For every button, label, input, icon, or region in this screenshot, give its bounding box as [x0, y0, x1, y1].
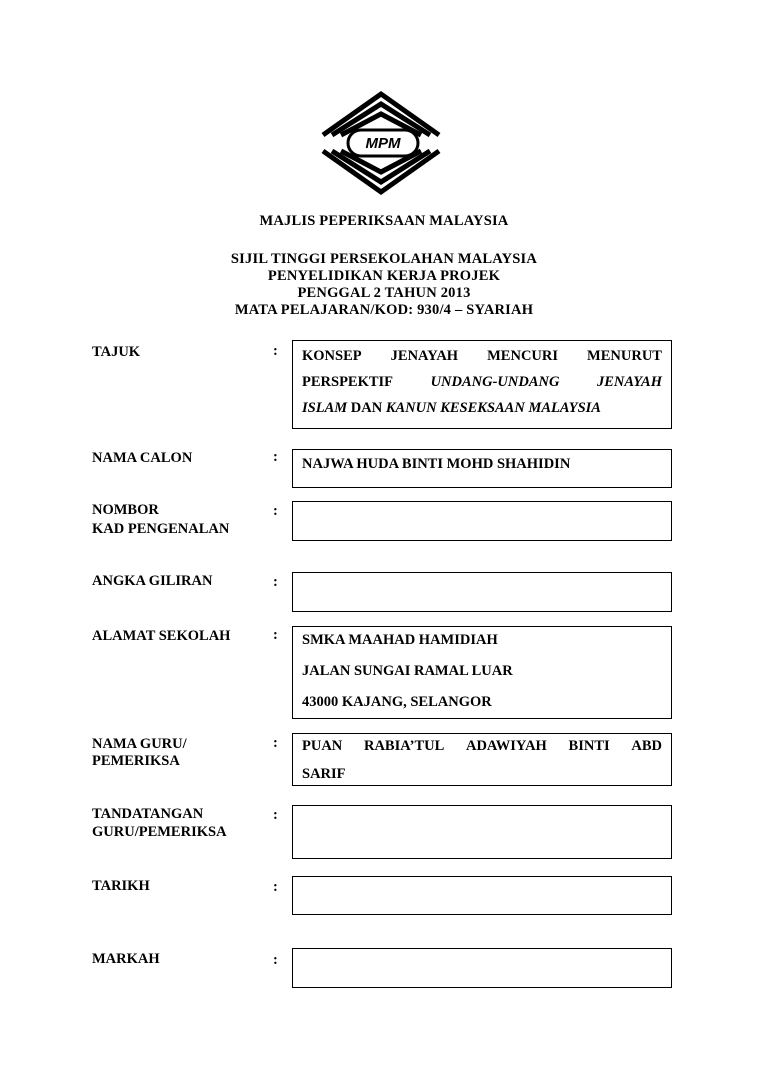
tajuk-line-3: ISLAM DAN KANUN KESEKSAAN MALAYSIA: [302, 400, 601, 416]
tandatangan-label-2: GURU/PEMERIKSA: [92, 824, 227, 840]
mpm-logo-icon: [318, 90, 444, 196]
guru-line-1: PUAN RABIA’TUL ADAWIYAH BINTI ABD: [302, 738, 662, 754]
cert-title: SIJIL TINGGI PERSEKOLAHAN MALAYSIA: [230, 251, 538, 267]
alamat-line-1: SMKA MAAHAD HAMIDIAH: [302, 632, 498, 648]
alamat-label: ALAMAT SEKOLAH: [92, 628, 231, 644]
angka-giliran-label: ANGKA GILIRAN: [92, 573, 213, 589]
nama-calon-value: NAJWA HUDA BINTI MOHD SHAHIDIN: [302, 456, 571, 472]
nombor-label-1: NOMBOR: [92, 502, 159, 518]
tajuk-label: TAJUK: [92, 344, 141, 360]
alamat-line-3: 43000 KAJANG, SELANGOR: [302, 694, 492, 710]
tarikh-field[interactable]: [292, 876, 672, 915]
angka-giliran-field[interactable]: [292, 572, 672, 612]
tajuk-line-1: KONSEP JENAYAH MENCURI MENURUT: [302, 348, 662, 364]
alamat-line-2: JALAN SUNGAI RAMAL LUAR: [302, 663, 513, 679]
colon: :: [273, 735, 278, 751]
kad-pengenalan-field[interactable]: [292, 501, 672, 541]
colon: :: [273, 627, 278, 643]
nombor-label-2: KAD PENGENALAN: [92, 521, 230, 537]
colon: :: [273, 952, 278, 968]
guru-line-2: SARIF: [302, 766, 346, 782]
markah-field[interactable]: [292, 948, 672, 988]
colon: :: [273, 503, 278, 519]
tarikh-label: TARIKH: [92, 878, 150, 894]
nama-calon-label: NAMA CALON: [92, 450, 193, 466]
colon: :: [273, 879, 278, 895]
guru-label-1: NAMA GURU/: [92, 736, 187, 752]
tajuk-line-2: PERSPEKTIF UNDANG-UNDANG JENAYAH: [302, 374, 662, 390]
tandatangan-field[interactable]: [292, 805, 672, 859]
guru-label-2: PEMERIKSA: [92, 753, 180, 769]
org-title: MAJLIS PEPERIKSAAN MALAYSIA: [259, 213, 509, 229]
tandatangan-label-1: TANDATANGAN: [92, 806, 204, 822]
colon: :: [273, 449, 278, 465]
markah-label: MARKAH: [92, 951, 160, 967]
subject-title: MATA PELAJARAN/KOD: 930/4 – SYARIAH: [234, 302, 534, 318]
logo-text: MPM: [365, 135, 401, 152]
colon: :: [273, 807, 278, 823]
colon: :: [273, 574, 278, 590]
colon: :: [273, 343, 278, 359]
term-title: PENGGAL 2 TAHUN 2013: [297, 285, 471, 301]
project-title: PENYELIDIKAN KERJA PROJEK: [267, 268, 501, 284]
